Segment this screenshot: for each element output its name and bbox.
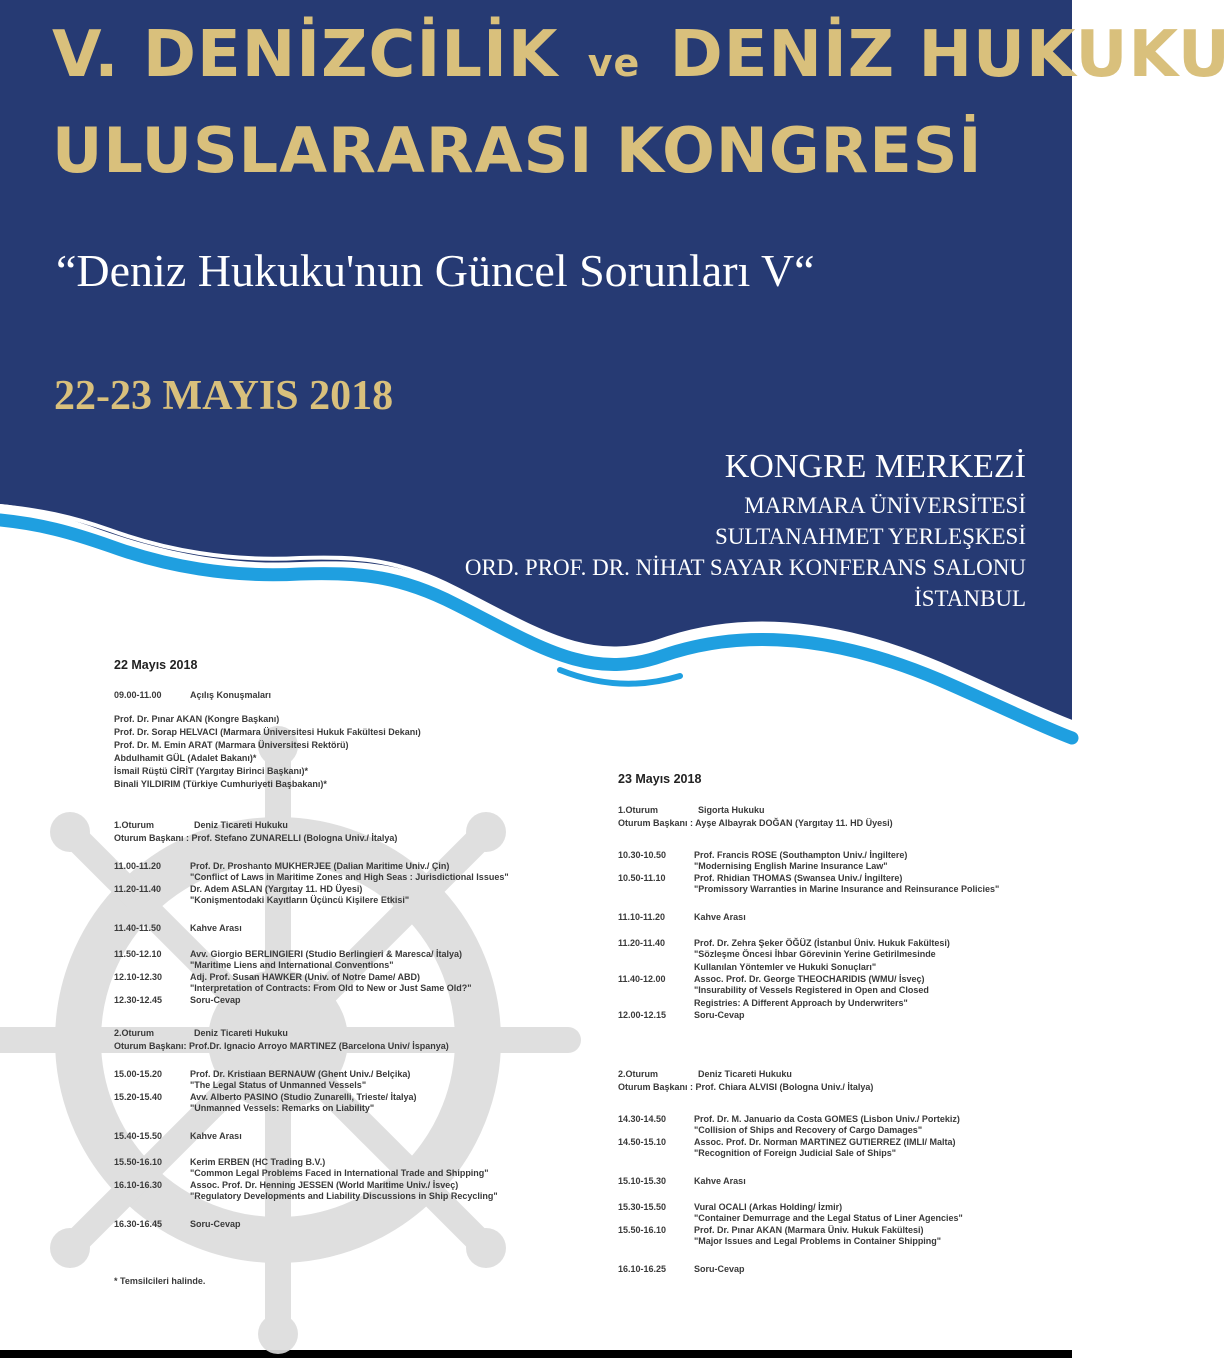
- venue-line-4: İSTANBUL: [914, 586, 1026, 611]
- session-topic: Deniz Ticareti Hukuku: [194, 820, 288, 830]
- opening-speaker: Abdulhamit GÜL (Adalet Bakanı)*: [114, 753, 257, 763]
- agenda-talk: "Insurability of Vessels Registered in Open and Closed: [694, 985, 929, 995]
- agenda-item: [618, 1114, 999, 1160]
- agenda-time: 15.40-15.50: [114, 1131, 163, 1141]
- agenda-time: 11.40-11.50: [114, 923, 162, 933]
- agenda-talk: "The Legal Status of Unmanned Vessels": [190, 1080, 367, 1090]
- qa-label: Soru-Cevap: [694, 1264, 745, 1274]
- session-chair: Oturum Başkanı : Prof. Chiara ALVISI (Bologna Univ./ İtalya): [618, 1082, 874, 1092]
- agenda-talk: "Konişmentodaki Kayıtların Üçüncü Kişilere Etkisi": [190, 895, 410, 905]
- agenda-item: [114, 1157, 509, 1203]
- coffee-break: Kahve Arası: [694, 912, 746, 922]
- coffee-break: Kahve Arası: [190, 1131, 242, 1141]
- agenda-time: 16.10-16.25: [618, 1264, 667, 1274]
- venue-block: [465, 448, 1026, 614]
- agenda-talk: "Unmanned Vessels: Remarks on Liability": [190, 1103, 375, 1113]
- agenda-talk: Kullanılan Yöntemler ve Hukuki Sonuçları": [694, 962, 877, 972]
- agenda-speaker: Prof. Dr. M. Januario da Costa GOMES (Lisbon Univ./ Portekiz): [694, 1114, 960, 1124]
- day-1-date: 22 Mayıs 2018: [114, 658, 198, 672]
- agenda-item: [114, 861, 509, 907]
- agenda-item: [618, 850, 999, 896]
- session-label: 2.Oturum: [114, 1028, 155, 1038]
- opening-block: [114, 690, 509, 791]
- agenda-item: [618, 1202, 999, 1248]
- agenda-speaker: Prof. Rhidian THOMAS (Swansea Univ./ İngiltere): [694, 873, 903, 883]
- coffee-break: Kahve Arası: [190, 923, 242, 933]
- agenda-time: 15.50-16.10: [618, 1225, 667, 1235]
- agenda-talk: "Major Issues and Legal Problems in Container Shipping": [694, 1236, 942, 1246]
- session-topic: Deniz Ticareti Hukuku: [194, 1028, 288, 1038]
- agenda-talk: "Common Legal Problems Faced in International Trade and Shipping": [190, 1168, 489, 1178]
- agenda-time: 11.20-11.40: [618, 938, 666, 948]
- agenda-talk: "Collision of Ships and Recovery of Cargo Damages": [694, 1125, 923, 1135]
- agenda-time: 12.10-12.30: [114, 972, 163, 982]
- qa-label: Soru-Cevap: [190, 995, 241, 1005]
- agenda-time: 11.20-11.40: [114, 884, 162, 894]
- bottom-border: [0, 1350, 1072, 1358]
- agenda-time: 11.40-12.00: [618, 974, 666, 984]
- session-chair: Oturum Başkanı : Ayşe Albayrak DOĞAN (Yargıtay 11. HD Üyesi): [618, 818, 893, 828]
- agenda-talk: "Regulatory Developments and Liability Discussions in Ship Recycling": [190, 1191, 498, 1201]
- opening-time: 09.00-11.00: [114, 690, 162, 700]
- agenda-speaker: Prof. Dr. Proshanto MUKHERJEE (Dalian Maritime Univ./ Çin): [190, 861, 450, 871]
- agenda-time: 11.50-12.10: [114, 949, 162, 959]
- agenda-time: 11.10-11.20: [618, 912, 666, 922]
- agenda-time: 12.30-12.45: [114, 995, 163, 1005]
- venue-name: KONGRE MERKEZİ: [724, 448, 1026, 485]
- agenda-item: [618, 938, 999, 1020]
- agenda-talk: "Modernising English Marine Insurance Law": [694, 861, 888, 871]
- agenda-time: 14.50-15.10: [618, 1137, 667, 1147]
- agenda-item: [618, 1264, 999, 1274]
- opening-speaker: Prof. Dr. Pınar AKAN (Kongre Başkanı): [114, 714, 280, 724]
- venue-line-1: MARMARA ÜNİVERSİTESİ: [744, 493, 1026, 518]
- qa-label: Soru-Cevap: [694, 1010, 745, 1020]
- agenda-item: [618, 1176, 999, 1186]
- agenda-speaker: Prof. Dr. Kristiaan BERNAUW (Ghent Univ./ Belçika): [190, 1069, 411, 1079]
- congress-subtitle: “Deniz Hukuku'nun Güncel Sorunları V“: [56, 245, 815, 296]
- agenda-time: 16.30-16.45: [114, 1219, 163, 1229]
- title-line-2: ULUSLARARASI KONGRESİ: [52, 114, 983, 187]
- agenda-talk: "Promissory Warranties in Marine Insurance and Reinsurance Policies": [694, 884, 1000, 894]
- title-part-b: DENİZ HUKUKU: [669, 18, 1231, 92]
- venue-line-2: SULTANAHMET YERLEŞKESİ: [714, 524, 1026, 549]
- agenda-talk: "Conflict of Laws in Maritime Zones and High Seas : Jurisdictional Issues": [190, 872, 509, 882]
- day-1-session-2: [114, 1027, 509, 1053]
- agenda-time: 10.50-11.10: [618, 873, 666, 883]
- day-1-session-1: [114, 819, 509, 845]
- agenda-speaker: Assoc. Prof. Dr. Henning JESSEN (World Maritime Univ./ İsveç): [190, 1180, 459, 1190]
- session-chair: Oturum Başkanı : Prof. Stefano ZUNARELLI (Bologna Univ./ İtalya): [114, 833, 398, 843]
- agenda-speaker: Kerim ERBEN (HC Trading B.V.): [190, 1157, 326, 1167]
- session-topic: Sigorta Hukuku: [698, 805, 765, 815]
- agenda-time: 15.30-15.50: [618, 1202, 667, 1212]
- title-ve: ve: [587, 41, 641, 85]
- agenda-speaker: Assoc. Prof. Dr. Norman MARTINEZ GUTIERREZ (IMLI/ Malta): [694, 1137, 956, 1147]
- session-label: 1.Oturum: [114, 820, 155, 830]
- agenda-time: 10.30-10.50: [618, 850, 667, 860]
- opening-speaker: İsmail Rüştü CİRİT (Yargıtay Birinci Başkanı)*: [114, 766, 309, 776]
- agenda-time: 15.10-15.30: [618, 1176, 667, 1186]
- agenda-speaker: Assoc. Prof. Dr. George THEOCHARIDIS (WMU/ İsveç): [694, 974, 925, 984]
- qa-label: Soru-Cevap: [190, 1219, 241, 1229]
- agenda-time: 11.00-11.20: [114, 861, 162, 871]
- agenda-speaker: Avv. Giorgio BERLINGIERI (Studio Berlingieri & Maresca/ İtalya): [190, 949, 463, 959]
- agenda-time: 15.20-15.40: [114, 1092, 163, 1102]
- agenda-speaker: Avv. Alberto PASINO (Studio Zunarelli, Trieste/ İtalya): [190, 1092, 417, 1102]
- agenda-item: [114, 1069, 509, 1115]
- day-2-session-1: [618, 804, 999, 830]
- agenda-time: 16.10-16.30: [114, 1180, 163, 1190]
- congress-date: 22-23 MAYIS 2018: [54, 373, 394, 419]
- agenda-speaker: Prof. Dr. Zehra Şeker ÖĞÜZ (İstanbul Üniv. Hukuk Fakültesi): [694, 938, 950, 948]
- opening-speaker: Binali YILDIRIM (Türkiye Cumhuriyeti Başbakanı)*: [114, 779, 327, 789]
- program-day-2: [618, 772, 999, 1290]
- agenda-speaker: Prof. Dr. Pınar AKAN (Marmara Üniv. Hukuk Fakültesi): [694, 1225, 924, 1235]
- agenda-item: [618, 912, 999, 922]
- opening-speaker: Prof. Dr. Sorap HELVACI (Marmara Üniversitesi Hukuk Fakültesi Dekanı): [114, 727, 421, 737]
- agenda-item: [114, 1131, 509, 1141]
- session-topic: Deniz Ticareti Hukuku: [698, 1069, 792, 1079]
- footnote: * Temsilcileri halinde.: [114, 1276, 206, 1286]
- opening-speaker: Prof. Dr. M. Emin ARAT (Marmara Üniversitesi Rektörü): [114, 740, 349, 750]
- agenda-time: 14.30-14.50: [618, 1114, 667, 1124]
- agenda-talk: "Container Demurrage and the Legal Status of Liner Agencies": [694, 1213, 963, 1223]
- agenda-speaker: Prof. Francis ROSE (Southampton Univ./ İngiltere): [694, 850, 908, 860]
- agenda-speaker: Vural OCALI (Arkas Holding/ İzmir): [694, 1202, 843, 1212]
- day-2-date: 23 Mayıs 2018: [618, 772, 702, 786]
- agenda-speaker: Adj. Prof. Susan HAWKER (Univ. of Notre Dame/ ABD): [190, 972, 421, 982]
- agenda-talk: Registries: A Different Approach by Underwriters": [694, 998, 908, 1008]
- title-line-1: [52, 18, 1231, 92]
- agenda-item: [114, 949, 509, 1005]
- coffee-break: Kahve Arası: [694, 1176, 746, 1186]
- agenda-time: 15.50-16.10: [114, 1157, 163, 1167]
- agenda-time: 12.00-12.15: [618, 1010, 667, 1020]
- agenda-time: 15.00-15.20: [114, 1069, 163, 1079]
- day-2-session-2: [618, 1068, 999, 1094]
- title-part-a: V. DENİZCİLİK: [52, 18, 559, 92]
- session-chair: Oturum Başkanı: Prof.Dr. Ignacio Arroyo MARTINEZ (Barcelona Univ/ İspanya): [114, 1041, 449, 1051]
- session-label: 2.Oturum: [618, 1069, 659, 1079]
- program-day-1: [114, 658, 509, 1245]
- agenda-item: [114, 1219, 509, 1229]
- agenda-talk: "Maritime Liens and International Conventions": [190, 960, 394, 970]
- session-label: 1.Oturum: [618, 805, 659, 815]
- agenda-item: [114, 923, 509, 933]
- agenda-talk: "Recognition of Foreign Judicial Sale of Ships": [694, 1148, 897, 1158]
- opening-label: Açılış Konuşmaları: [190, 690, 272, 700]
- agenda-talk: "Interpretation of Contracts: From Old to New or Just Same Old?": [190, 983, 472, 993]
- agenda-talk: "Sözleşme Öncesi İhbar Görevinin Yerine Getirilmesinde: [694, 949, 936, 959]
- venue-line-3: ORD. PROF. DR. NİHAT SAYAR KONFERANS SALONU: [464, 555, 1026, 580]
- agenda-speaker: Dr. Adem ASLAN (Yargıtay 11. HD Üyesi): [190, 884, 363, 894]
